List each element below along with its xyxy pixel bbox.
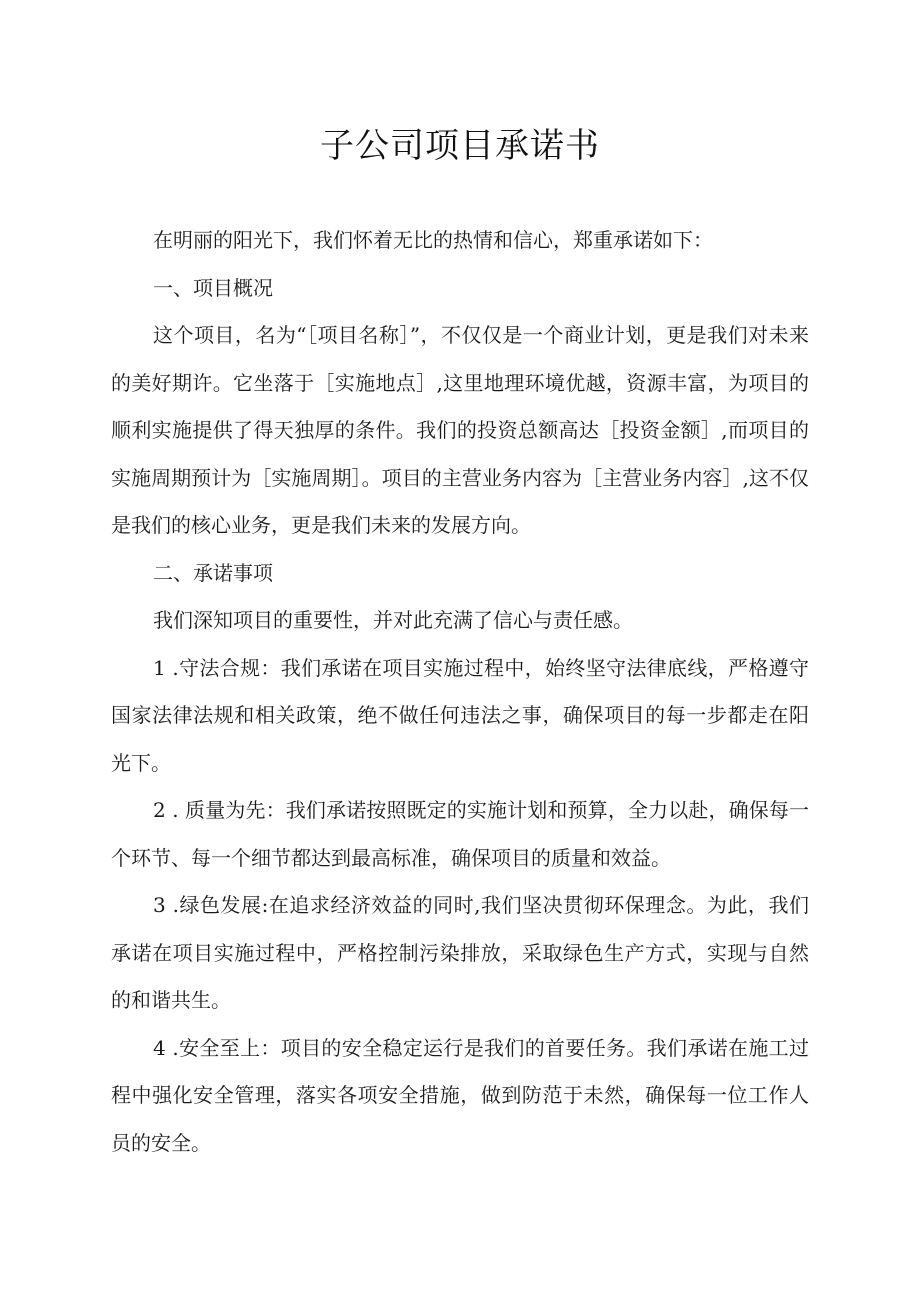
section-heading-commitments: 二、承诺事项 [153, 560, 273, 585]
overview-paragraph: 这个项目，名为“［项目名称］”，不仅仅是一个商业计划，更是我们对未来的美好期许。它坐落于［实施地点］,这里地理环境优越，资源丰富，为项目的顺利实施提供了得天独厚的条件。我们的投资总额高达［投资金额］,而项目的实施周期预计为［实施周期］。项目的主营业务内容为［主营业务内容］,这不仅是我们的核心业务，更是我们未来的发展方向。 [111, 323, 809, 537]
intro-paragraph: 在明丽的阳光下，我们怀着无比的热情和信心，郑重承诺如下： [153, 228, 713, 252]
commitment-item-3: 3 .绿色发展:在追求经济效益的同时,我们坚决贯彻环保理念。为此，我们承诺在项目实施过程中，严格控制污染排放，采取绿色生产方式，实现与自然的和谐共生。 [111, 893, 809, 1012]
document-body [111, 217, 809, 1167]
section-heading-overview: 一、项目概况 [153, 275, 273, 300]
commitment-item-2: 2 . 质量为先：我们承诺按照既定的实施计划和预算，全力以赴，确保每一个环节、每一个细节都达到最高标准，确保项目的质量和效益。 [111, 798, 809, 870]
commitment-item-1: 1 .守法合规：我们承诺在项目实施过程中，始终坚守法律底线，严格遵守国家法律法规和相关政策，绝不做任何违法之事，确保项目的每一步都走在阳光下。 [111, 655, 809, 775]
document-title: 子公司项目承诺书 [320, 126, 600, 166]
commitment-item-4: 4 .安全至上：项目的安全稳定运行是我们的首要任务。我们承诺在施工过程中强化安全管理，落实各项安全措施，做到防范于未然，确保每一位工作人员的安全。 [111, 1035, 809, 1155]
commitments-intro-paragraph: 我们深知项目的重要性，并对此充满了信心与责任感。 [153, 608, 633, 632]
